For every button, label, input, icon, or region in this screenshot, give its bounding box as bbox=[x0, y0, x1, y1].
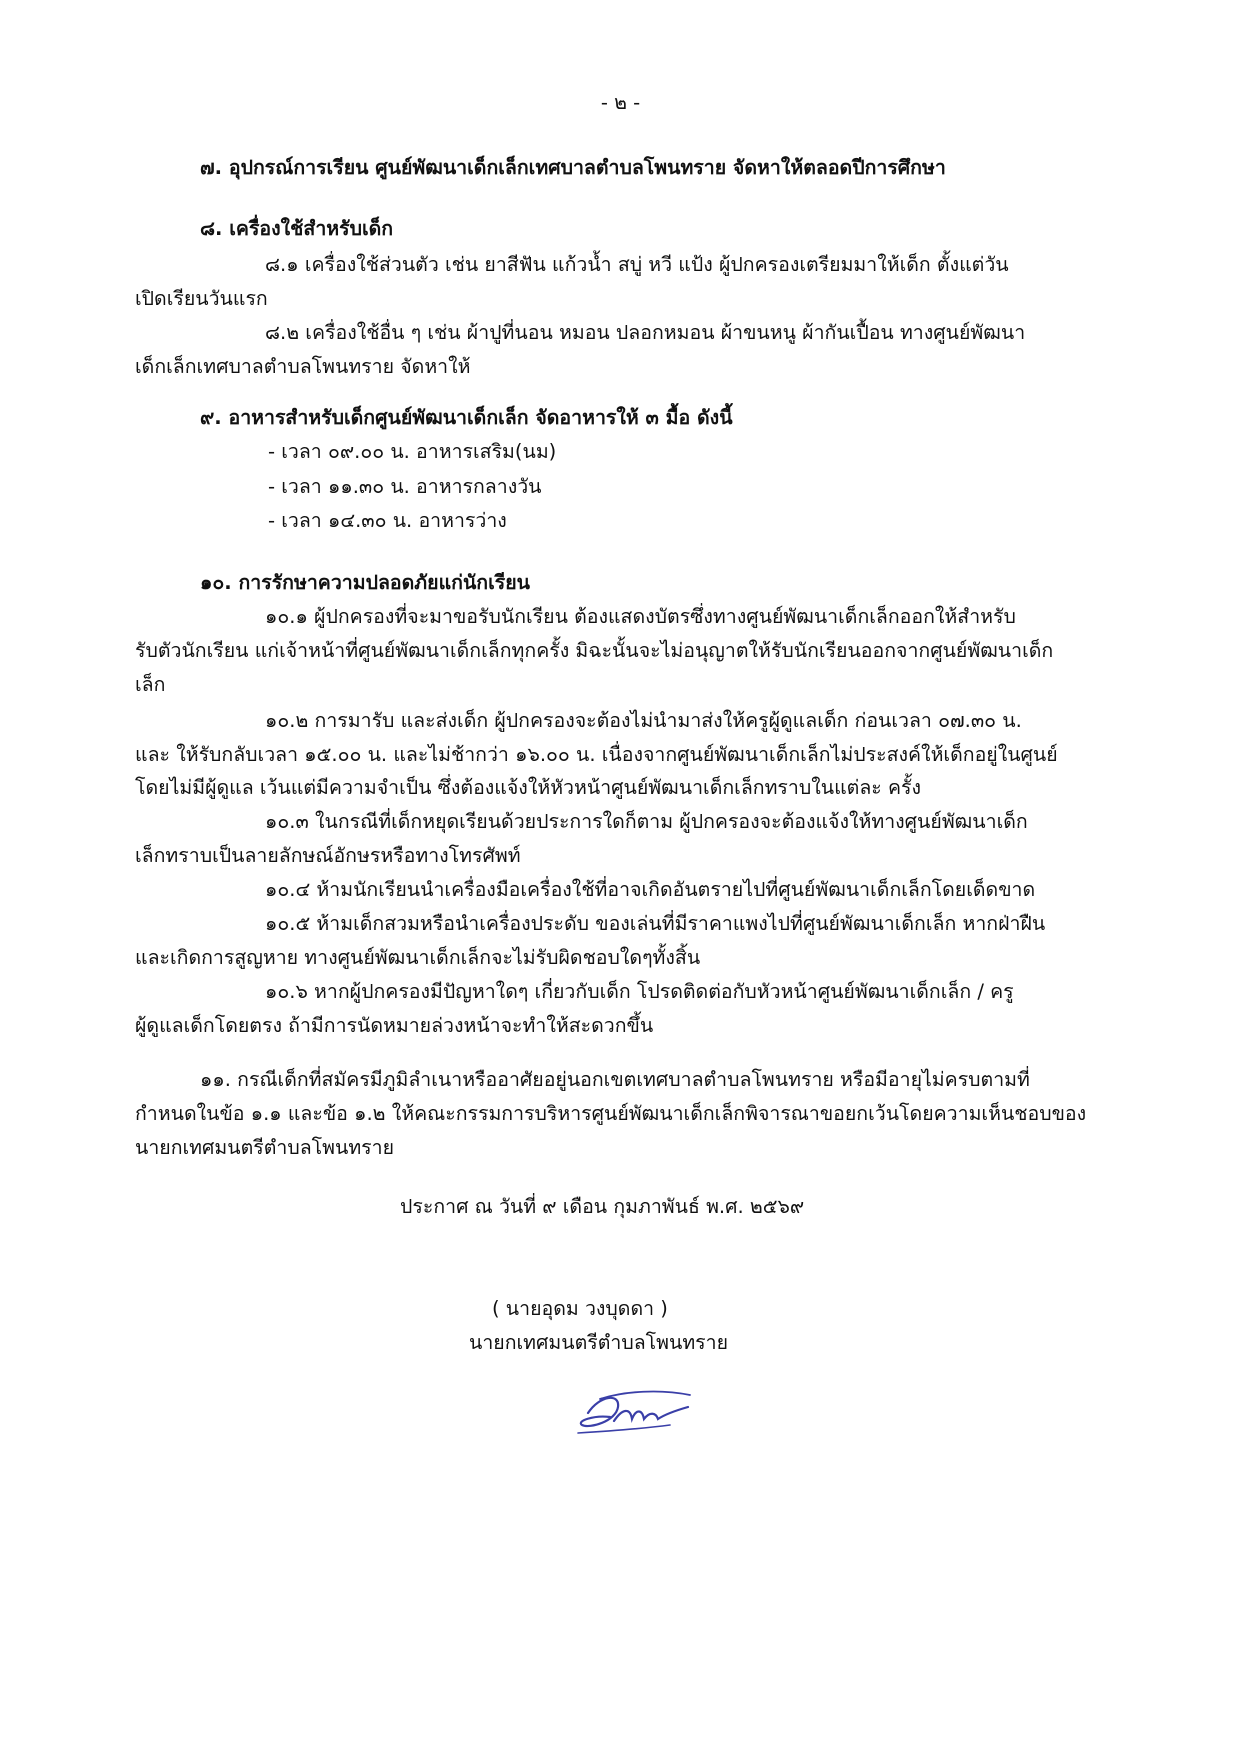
item-8-2-line-2: เด็กเล็กเทศบาลตำบลโพนทราย จัดหาให้ bbox=[135, 355, 471, 378]
signer-title: นายกเทศมนตรีตำบลโพนทราย bbox=[469, 1331, 729, 1354]
item-7: ๗. อุปกรณ์การเรียน ศูนย์พัฒนาเด็กเล็กเทศบาลตำบลโพนทราย จัดหาให้ตลอดปีการศึกษา bbox=[200, 156, 946, 179]
meal-item: - เวลา ๑๔.๓๐ น. อาหารว่าง bbox=[268, 509, 507, 532]
item-8-2-line-1: ๘.๒ เครื่องใช้อื่น ๆ เช่น ผ้าปูที่นอน หมอน ปลอกหมอน ผ้าขนหนู ผ้ากันเปื้อน ทางศูนย์พัฒนา bbox=[265, 321, 1026, 344]
signer-name: ( นายอุดม วงบุดดา ) bbox=[492, 1297, 668, 1320]
item-8-1-line-1: ๘.๑ เครื่องใช้ส่วนตัว เช่น ยาสีฟัน แก้วน้ำ สบู่ หวี แป้ง ผู้ปกครองเตรียมมาให้เด็ก ตั้งแต่วัน bbox=[265, 253, 1009, 276]
item-8-heading: ๘. เครื่องใช้สำหรับเด็ก bbox=[200, 217, 394, 240]
item-10-5-line-2: และเกิดการสูญหาย ทางศูนย์พัฒนาเด็กเล็กจะไม่รับผิดชอบใดๆทั้งสิ้น bbox=[135, 946, 701, 969]
item-11-line-3: นายกเทศมนตรีตำบลโพนทราย bbox=[135, 1136, 395, 1159]
meal-item: - เวลา ๑๑.๓๐ น. อาหารกลางวัน bbox=[268, 475, 542, 498]
item-10-6-line-2: ผู้ดูแลเด็กโดยตรง ถ้ามีการนัดหมายล่วงหน้าจะทำให้สะดวกขึ้น bbox=[135, 1014, 654, 1037]
item-11-line-1: ๑๑. กรณีเด็กที่สมัครมีภูมิลำเนาหรืออาศัยอยู่นอกเขตเทศบาลตำบลโพนทราย หรือมีอายุไม่ครบตามที่ bbox=[200, 1068, 1030, 1091]
item-8-1-line-2: เปิดเรียนวันแรก bbox=[135, 287, 268, 310]
item-10-5-line-1: ๑๐.๕ ห้ามเด็กสวมหรือนำเครื่องประดับ ของเล่นที่มีราคาแพงไปที่ศูนย์พัฒนาเด็กเล็ก หากฝ่าฝืน bbox=[265, 912, 1046, 935]
item-10-2-line-2: และ ให้รับกลับเวลา ๑๕.๐๐ น. และไม่ช้ากว่า ๑๖.๐๐ น. เนื่องจากศูนย์พัฒนาเด็กเล็กไม่ประสงค์ให้เด็กอยู่ในศูนย์ bbox=[135, 743, 1058, 766]
meal-item: - เวลา ๐๙.๐๐ น. อาหารเสริม(นม) bbox=[268, 440, 557, 463]
signature-image bbox=[570, 1385, 700, 1445]
item-10-heading: ๑๐. การรักษาความปลอดภัยแก่นักเรียน bbox=[200, 571, 530, 594]
item-10-1-line-3: เล็ก bbox=[135, 673, 166, 696]
item-11-line-2: กำหนดในข้อ ๑.๑ และข้อ ๑.๒ ให้คณะกรรมการบริหารศูนย์พัฒนาเด็กเล็กพิจารณาขอยกเว้นโดยความเห็นชอบของ bbox=[135, 1102, 1087, 1125]
page-number: - ๒ - bbox=[600, 91, 641, 114]
item-10-2-line-3: โดยไม่มีผู้ดูแล เว้นแต่มีความจำเป็น ซึ่งต้องแจ้งให้หัวหน้าศูนย์พัฒนาเด็กเล็กทราบในแต่ละ ครั้ง bbox=[135, 776, 921, 799]
item-10-4: ๑๐.๔ ห้ามนักเรียนนำเครื่องมือเครื่องใช้ที่อาจเกิดอันตรายไปที่ศูนย์พัฒนาเด็กเล็กโดยเด็ดขาด bbox=[265, 878, 1036, 901]
item-10-1-line-1: ๑๐.๑ ผู้ปกครองที่จะมาขอรับนักเรียน ต้องแสดงบัตรซึ่งทางศูนย์พัฒนาเด็กเล็กออกให้สำหรับ bbox=[265, 605, 1016, 628]
item-9-heading: ๙. อาหารสำหรับเด็กศูนย์พัฒนาเด็กเล็ก จัดอาหารให้ ๓ มื้อ ดังนี้ bbox=[200, 406, 733, 429]
item-10-6-line-1: ๑๐.๖ หากผู้ปกครองมีปัญหาใดๆ เกี่ยวกับเด็ก โปรดติดต่อกับหัวหน้าศูนย์พัฒนาเด็กเล็ก / ครู bbox=[265, 980, 1014, 1003]
item-10-3-line-2: เล็กทราบเป็นลายลักษณ์อักษรหรือทางโทรศัพท์ bbox=[135, 844, 521, 867]
item-10-1-line-2: รับตัวนักเรียน แก่เจ้าหน้าที่ศูนย์พัฒนาเด็กเล็กทุกครั้ง มิฉะนั้นจะไม่อนุญาตให้รับนักเรียนออกจากศูนย์พัฒนาเด็ก bbox=[135, 639, 1054, 662]
item-10-2-line-1: ๑๐.๒ การมารับ และส่งเด็ก ผู้ปกครองจะต้องไม่นำมาส่งให้ครูผู้ดูแลเด็ก ก่อนเวลา ๐๗.๓๐ น. bbox=[265, 709, 1022, 732]
announcement-date: ประกาศ ณ วันที่ ๙ เดือน กุมภาพันธ์ พ.ศ. ๒๕๖๙ bbox=[400, 1195, 805, 1218]
item-10-3-line-1: ๑๐.๓ ในกรณีที่เด็กหยุดเรียนด้วยประการใดก็ตาม ผู้ปกครองจะต้องแจ้งให้ทางศูนย์พัฒนาเด็ก bbox=[265, 810, 1028, 833]
